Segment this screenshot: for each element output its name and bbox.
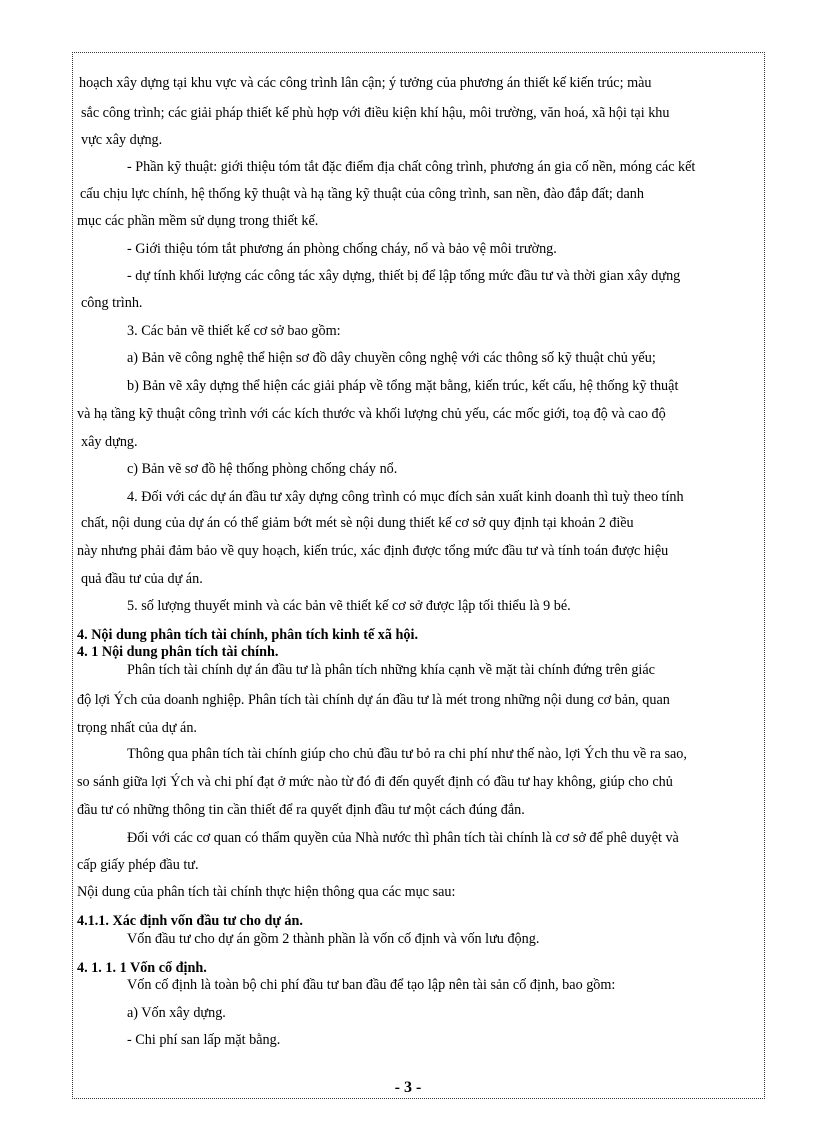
text-line: này nhưng phải đảm bảo về quy hoạch, kiến trúc, xác định được tổng mức đầu tư và tính toán được hiệu: [77, 543, 669, 559]
text-line: cấp giấy phép đầu tư.: [77, 857, 199, 873]
text-line: đầu tư có những thông tin cần thiết để ra quyết định đầu tư một cách đúng đắn.: [77, 802, 525, 818]
text-line: a) Vốn xây dựng.: [127, 1005, 226, 1021]
text-line: Nội dung của phân tích tài chính thực hiện thông qua các mục sau:: [77, 884, 456, 900]
text-line: trọng nhất của dự án.: [77, 720, 197, 736]
text-line: độ lợi Ých của doanh nghiệp. Phân tích tài chính dự án đầu tư là mét trong những nội dung cơ bản, quan: [77, 692, 670, 708]
text-line: a) Bản vẽ công nghệ thể hiện sơ đồ dây chuyền công nghệ với các thông số kỹ thuật chủ yếu;: [127, 350, 656, 366]
text-line: sắc công trình; các giải pháp thiết kế phù hợp với điều kiện khí hậu, môi trường, văn hoá, xã hội tại khu: [81, 105, 670, 121]
text-line: c) Bản vẽ sơ đồ hệ thống phòng chống cháy nổ.: [127, 461, 398, 477]
text-line: và hạ tầng kỹ thuật công trình với các kích thước và khối lượng chủ yếu, các mốc giới, toạ độ và cao độ: [77, 406, 666, 422]
text-line: vực xây dựng.: [81, 132, 163, 148]
text-line: b) Bản vẽ xây dựng thể hiện các giải pháp về tổng mặt bằng, kiến trúc, kết cấu, hệ thống kỹ thuật: [127, 378, 679, 394]
text-line: so sánh giữa lợi Ých và chi phí đạt ở mức nào từ đó đi đến quyết định có đầu tư hay không, giúp cho chủ: [77, 774, 673, 790]
text-line: - Giới thiệu tóm tắt phương án phòng chống cháy, nổ và bảo vệ môi trường.: [127, 241, 557, 257]
section-heading: 4. 1. 1. 1 Vốn cố định.: [77, 960, 207, 976]
text-line: Thông qua phân tích tài chính giúp cho chủ đầu tư bỏ ra chi phí như thế nào, lợi Ých thu về ra sao,: [127, 746, 687, 762]
text-line: 3. Các bản vẽ thiết kế cơ sở bao gồm:: [127, 323, 341, 339]
text-line: công trình.: [81, 295, 143, 311]
text-line: chất, nội dung của dự án có thể giảm bớt mét sè nội dung thiết kế cơ sở quy định tại khoản 2 điều: [81, 515, 634, 531]
text-line: - Chi phí san lấp mặt bằng.: [127, 1032, 281, 1048]
section-heading: 4.1.1. Xác định vốn đầu tư cho dự án.: [77, 913, 303, 929]
page-number: - 3 -: [394, 1079, 422, 1096]
text-line: - Phần kỹ thuật: giới thiệu tóm tắt đặc điểm địa chất công trình, phương án gia cố nền, móng các kết: [127, 159, 696, 175]
text-line: Vốn cố định là toàn bộ chi phí đầu tư ban đầu để tạo lập nên tài sản cố định, bao gồm:: [127, 977, 616, 993]
text-line: Phân tích tài chính dự án đầu tư là phân tích những khía cạnh về mặt tài chính đứng trên giác: [127, 662, 655, 678]
text-line: Đối với các cơ quan có thẩm quyền của Nhà nước thì phân tích tài chính là cơ sở để phê duyệt và: [127, 830, 679, 846]
text-line: 4. Đối với các dự án đầu tư xây dựng công trình có mục đích sản xuất kinh doanh thì tuỳ theo tính: [127, 489, 684, 505]
text-line: xây dựng.: [81, 434, 138, 450]
section-heading: 4. Nội dung phân tích tài chính, phân tích kinh tế xã hội.: [77, 627, 418, 643]
text-line: 5. số lượng thuyết minh và các bản vẽ thiết kế cơ sở được lập tối thiểu là 9 bé.: [127, 598, 571, 614]
text-line: hoạch xây dựng tại khu vực và các công trình lân cận; ý tưởng của phương án thiết kế kiến trúc; màu: [79, 75, 652, 91]
text-line: - dự tính khối lượng các công tác xây dựng, thiết bị để lập tổng mức đầu tư và thời gian xây dựng: [127, 268, 681, 284]
text-line: cấu chịu lực chính, hệ thống kỹ thuật và hạ tầng kỹ thuật của công trình, san nền, đào đắp đất; danh: [80, 186, 644, 202]
section-heading: 4. 1 Nội dung phân tích tài chính.: [77, 644, 279, 660]
text-line: mục các phần mềm sử dụng trong thiết kế.: [77, 213, 319, 229]
text-line: Vốn đầu tư cho dự án gồm 2 thành phần là vốn cố định và vốn lưu động.: [127, 931, 540, 947]
text-line: quả đầu tư của dự án.: [81, 571, 203, 587]
